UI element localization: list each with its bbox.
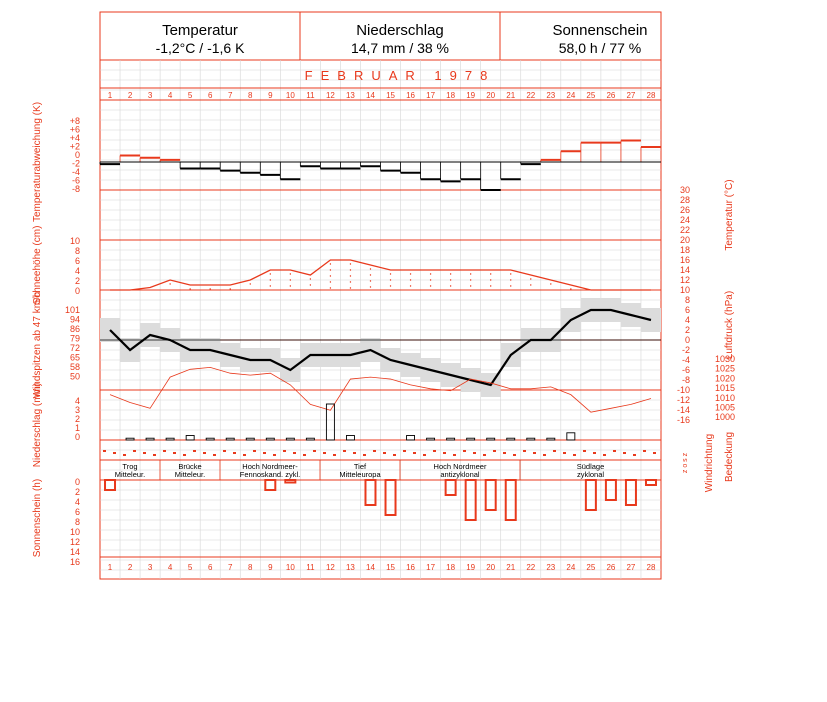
precip-bar [146,438,154,440]
cloud-mark [533,452,536,454]
axis-label-wind-dir: Windrichtung [704,433,715,493]
axis-label-wind: Windspitzen ab 47 km/h [32,291,43,399]
snow-dot [530,278,531,279]
regime-label: Hoch Nordmeer- [242,462,298,471]
axis-label-cloud: Bedeckung [724,431,735,483]
header-sunshine-value: 58,0 h / 77 % [558,40,642,56]
cloud-mark [143,452,146,454]
snow-dot [430,273,431,274]
tick-wind: 94 [69,314,80,325]
tick-pressure: 1005 [714,402,735,413]
day-label-bottom: 27 [626,563,636,572]
tick-wind: 65 [69,352,80,363]
snow-dot [470,279,471,280]
cloud-mark [583,450,586,452]
tick-anomaly: -4 [71,167,80,177]
snow-dot [510,273,511,274]
month-title: FEBRUAR 1978 [304,68,496,83]
sunshine-bar [105,480,115,490]
header-precip-value: 14,7 mm / 38 % [350,40,450,56]
tick-precip: 1 [74,423,80,433]
snow-dot [390,285,391,286]
snow-dot [490,285,491,286]
snow-dot [490,279,491,280]
tick-sun: 8 [74,517,80,527]
day-label-bottom: 25 [586,563,596,572]
day-label-top: 26 [606,91,616,100]
tick-temp-right: -14 [676,405,690,415]
snow-dot [310,278,311,279]
cloud-mark [113,452,116,454]
tick-snow: 4 [74,266,80,276]
regime-label: Brücke [178,462,202,471]
tick-pressure: 1030 [714,354,735,364]
tick-anomaly: 0 [74,150,80,160]
axis-label-pressure: Luftdruck (hPa) [724,290,735,360]
snow-dot [350,269,351,270]
precip-bar [266,438,274,440]
day-label-top: 23 [546,91,556,100]
snow-dot [390,273,391,274]
cloud-mark [393,454,396,456]
cloud-mark [473,452,476,454]
precip-bar [286,438,294,440]
cloud-mark [593,452,596,454]
snow-dot [370,274,371,275]
cloud-mark [543,454,546,456]
cloud-mark [183,454,186,456]
snow-dot [350,287,351,288]
tick-sun: 10 [69,527,80,537]
cloud-mark [403,450,406,452]
cloud-mark [373,450,376,452]
cloud-mark [363,454,366,456]
tick-temp-right: 26 [679,205,690,215]
cloud-mark [653,452,656,454]
day-label-bottom: 7 [228,563,233,572]
cloud-mark [443,452,446,454]
precip-bar [126,438,134,440]
tick-temp-right: -10 [676,385,690,395]
tick-pressure: 1015 [714,383,735,394]
precip-bar [206,438,214,440]
snow-dot [310,284,311,285]
day-label-bottom: 4 [167,563,173,572]
tick-sun: 12 [69,537,80,547]
day-label-bottom: 12 [325,563,335,572]
header-temperature-value: -1,2°C / -1,6 K [155,40,245,56]
tick-temp-right: 2 [684,325,690,335]
snow-dot [370,286,371,287]
tick-snow: 6 [74,256,80,266]
snow-dot [450,279,451,280]
tick-snow: 8 [74,246,80,256]
cloud-mark [553,450,556,452]
tick-temp-right: -4 [681,355,690,365]
precip-bar [527,438,535,440]
day-label-bottom: 6 [207,563,213,572]
cloud-mark [103,450,106,452]
regime-label: Fennoskand. zykl. [239,470,301,479]
day-label-bottom: 21 [506,563,516,572]
precip-bar [547,438,555,440]
day-label-top: 20 [486,91,496,100]
regime-label: Trog [122,462,138,471]
day-label-bottom: 16 [406,563,416,572]
tick-wind: 79 [69,333,80,344]
day-label-top: 28 [646,91,656,100]
cloud-mark [513,454,516,456]
sunshine-bar [285,480,295,483]
day-label-top: 21 [506,91,516,100]
day-label-top: 9 [268,91,273,100]
cloud-mark [253,450,256,452]
snow-dot [350,263,351,264]
tick-sun: 0 [74,477,80,487]
temp-range-band [641,308,661,332]
tick-temp-right: 12 [679,275,690,285]
cloud-mark [273,454,276,456]
day-label-top: 8 [248,91,253,100]
regime-label: antizyklonal [440,470,480,479]
tick-temp-right: 24 [679,215,690,225]
cloud-mark [153,454,156,456]
snow-dot [570,288,571,289]
cloud-mark [503,452,506,454]
day-label-bottom: 26 [606,563,616,572]
axis-label-sunshine: Sonnenschein (h) [32,478,43,558]
day-label-bottom: 10 [285,563,295,572]
day-label-bottom: 5 [187,563,193,572]
snow-dot [330,269,331,270]
snow-dot [370,268,371,269]
cloud-mark [193,450,196,452]
day-label-bottom: 22 [526,563,536,572]
tick-pressure: 1020 [714,373,735,384]
cloud-mark [233,452,236,454]
tick-temp-right: 6 [684,305,690,315]
tick-sun: 16 [69,557,80,567]
day-label-bottom: 24 [566,563,576,572]
tick-wind: 50 [69,371,80,382]
tick-snow: 0 [74,286,80,296]
cloud-mark [463,450,466,452]
cloud-mark [323,452,326,454]
snow-dot [510,279,511,280]
snow-dot [270,273,271,274]
cloud-mark [313,450,316,452]
cloud-mark [243,454,246,456]
cloud-mark [423,454,426,456]
tick-anomaly: -2 [71,158,80,169]
tick-temp-right: 10 [679,285,690,295]
cloud-mark [173,452,176,454]
axis-label-precip: Niederschlag (mm) [32,382,43,468]
tick-temp-right: -8 [681,375,690,385]
day-label-top: 19 [466,91,476,100]
tick-precip: 0 [74,432,80,442]
tick-snow: 2 [74,276,80,286]
day-label-top: 10 [285,91,295,100]
day-label-top: 6 [207,91,213,100]
tick-temp-right: 8 [684,295,690,305]
day-label-bottom: 19 [466,563,476,572]
regime-label: Mitteleur. [114,470,146,479]
tick-precip: 3 [74,405,80,415]
day-label-bottom: 9 [268,563,273,572]
precip-bar [567,433,575,440]
cloud-mark [203,452,206,454]
day-label-top: 1 [107,91,113,100]
tick-temp-right: 22 [679,225,690,235]
cloud-mark [213,454,216,456]
day-label-bottom: 28 [646,563,656,572]
tick-temp-right: 30 [679,185,690,195]
cloud-mark [223,450,226,452]
precip-bar [447,438,455,440]
tick-wind: 58 [69,362,80,372]
cloud-mark [643,450,646,452]
day-label-top: 25 [586,91,596,100]
day-label-bottom: 23 [546,563,556,572]
tick-wind: 101 [64,305,80,315]
snow-dot [290,285,291,286]
tick-anomaly: +8 [69,116,80,126]
snow-dot [510,285,511,286]
cloud-mark [343,450,346,452]
tick-temp-right: 16 [679,255,690,265]
snow-dot [430,285,431,286]
tick-anomaly: -6 [71,175,80,186]
cloud-mark [433,450,436,452]
tick-sun: 2 [74,487,80,497]
snow-dot [470,273,471,274]
cloud-mark [353,452,356,454]
tick-temp-right: 14 [679,265,690,275]
snow-dot [330,263,331,264]
day-label-bottom: 8 [248,563,253,572]
sunshine-bar [446,480,456,495]
precip-bar [226,438,234,440]
snow-dot [290,279,291,280]
wind-dir-legend: z o s z [682,452,689,474]
tick-temp-right: 18 [679,245,690,255]
sunshine-bar [486,480,496,510]
precip-bar [427,438,435,440]
axis-label-temp-anomaly: Temperaturabweichung (K) [32,101,43,223]
cloud-mark [413,452,416,454]
day-label-bottom: 20 [486,563,496,572]
snow-dot [330,287,331,288]
cloud-mark [283,450,286,452]
tick-pressure: 1025 [714,363,735,374]
day-label-top: 13 [345,91,355,100]
tick-wind: 72 [69,343,80,353]
cloud-mark [453,454,456,456]
day-label-bottom: 13 [345,563,355,572]
snow-dot [450,285,451,286]
tick-anomaly: +4 [69,133,80,143]
day-label-top: 7 [228,91,233,100]
header-precip-label: Niederschlag [356,22,444,39]
day-label-bottom: 2 [127,563,133,572]
regime-label: zyklonal [576,470,605,479]
cloud-mark [123,454,126,456]
day-label-top: 2 [127,91,133,100]
day-label-top: 11 [306,91,315,100]
snow-dot [270,279,271,280]
snow-dot [530,284,531,285]
cloud-mark [573,454,576,456]
cloud-mark [603,454,606,456]
day-label-bottom: 15 [386,563,395,572]
sunshine-bar [626,480,636,505]
precip-bar [346,436,354,441]
cloud-mark [623,452,626,454]
tick-anomaly: +2 [69,141,80,152]
precip-bar [507,438,515,440]
tick-pressure: 1010 [714,392,735,403]
day-label-top: 17 [426,91,436,100]
snow-dot [470,285,471,286]
snow-dot [370,280,371,281]
tick-temp-right: 4 [684,315,690,325]
snow-dot [490,273,491,274]
cloud-mark [263,452,266,454]
snow-dot [410,273,411,274]
cloud-mark [163,450,166,452]
tick-temp-right: -2 [681,345,690,355]
cloud-mark [483,454,486,456]
cloud-mark [133,450,136,452]
snow-dot [410,285,411,286]
regime-label: Tief [353,462,367,471]
sunshine-bar [586,480,596,510]
sunshine-bar [265,480,275,490]
day-label-top: 15 [386,91,395,100]
day-label-bottom: 1 [107,563,113,572]
tick-temp-right: 20 [679,235,690,245]
snow-dot [250,283,251,284]
tick-anomaly: +6 [69,124,80,135]
tick-sun: 4 [74,497,80,507]
sunshine-bar [646,480,656,485]
tick-snow: 10 [69,236,80,246]
precip-bar [407,436,415,441]
header-sunshine-label: Sonnenschein [552,22,648,39]
cloud-mark [523,450,526,452]
regime-label: Südlage [576,462,605,471]
day-label-bottom: 17 [426,563,436,572]
tick-wind: 86 [69,324,80,334]
snow-dot [330,281,331,282]
cloud-mark [303,454,306,456]
day-label-bottom: 3 [147,563,153,572]
snow-dot [189,288,190,289]
day-label-top: 14 [366,91,375,100]
cloud-mark [333,454,336,456]
snow-dot [270,285,271,286]
snow-dot [350,275,351,276]
tick-temp-right: -16 [676,415,690,425]
axis-label-temperature: Temperatur (°C) [724,179,735,251]
snow-dot [350,281,351,282]
regime-label: Hoch Nordmeer [433,462,487,471]
snow-dot [390,279,391,280]
snow-dot [330,275,331,276]
snow-dot [230,288,231,289]
header-temperature-label: Temperatur [162,22,238,39]
sunshine-bar [365,480,375,505]
snow-dot [209,288,210,289]
day-label-top: 27 [626,91,636,100]
day-label-bottom: 18 [446,563,456,572]
tick-precip: 4 [74,396,80,406]
tick-temp-right: -6 [681,365,690,375]
precip-bar [166,438,174,440]
day-label-top: 4 [167,91,173,100]
snow-dot [290,273,291,274]
precip-bar [487,438,495,440]
day-label-bottom: 14 [366,563,375,572]
axis-label-snow: Schneehöhe (cm) [32,225,43,305]
regime-label: Mitteleur. [174,470,206,479]
tick-pressure: 1000 [714,412,735,423]
cloud-mark [493,450,496,452]
day-label-top: 12 [325,91,335,100]
day-label-top: 16 [406,91,416,100]
tick-temp-right: 28 [679,195,690,205]
precip-bar [306,438,314,440]
cloud-mark [383,452,386,454]
cloud-mark [293,452,296,454]
cloud-mark [613,450,616,452]
cloud-mark [563,452,566,454]
cloud-mark [633,454,636,456]
tick-temp-right: 0 [684,335,690,345]
day-label-top: 18 [446,91,456,100]
tick-sun: 14 [69,547,80,557]
regime-label: Mitteleuropa [339,470,381,479]
snow-dot [410,279,411,280]
tick-anomaly: -8 [71,184,80,194]
snow-dot [430,279,431,280]
precip-bar [467,438,475,440]
day-label-top: 3 [147,91,153,100]
precip-bar [186,436,194,441]
snow-dot [450,273,451,274]
snow-dot [550,283,551,284]
precip-bar [246,438,254,440]
day-label-top: 5 [187,91,193,100]
day-label-bottom: 11 [306,563,315,572]
day-label-top: 22 [526,91,536,100]
tick-precip: 2 [74,414,80,424]
snow-dot [169,283,170,284]
tick-temp-right: -12 [676,395,690,405]
tick-sun: 6 [74,507,80,517]
day-label-top: 24 [566,91,576,100]
